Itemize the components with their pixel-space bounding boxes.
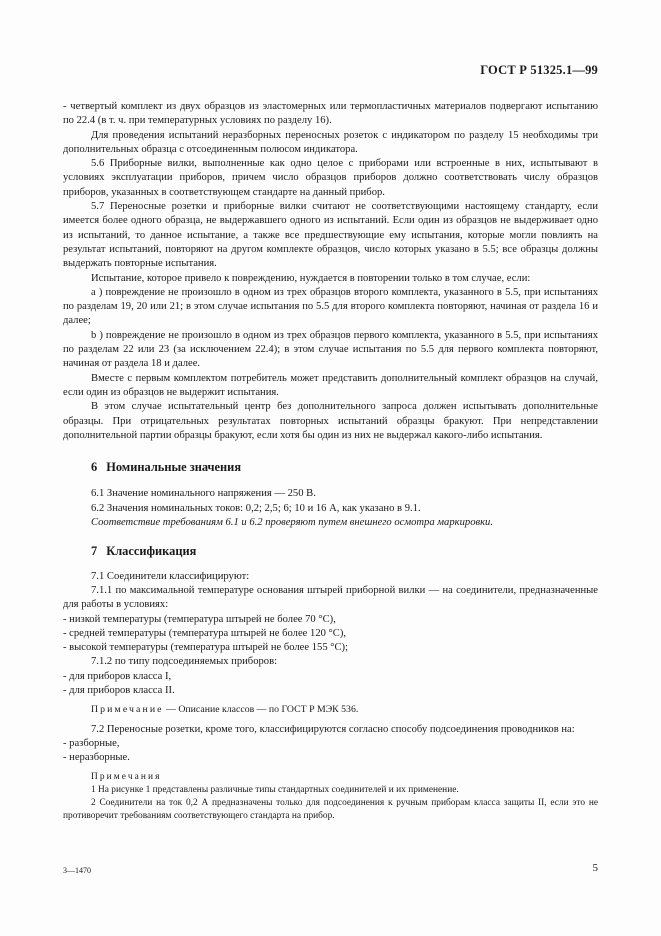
paragraph: 7.2 Переносные розетки, кроме того, классифицируются согласно способу подсоединения проводников на: <box>91 723 575 735</box>
note-item: 1 На рисунке 1 представлены различные типы стандартных соединителей и их применение. <box>91 785 459 796</box>
notes-label: Примечания <box>91 772 162 783</box>
paragraph: 7.1.1 по максимальной температуре основания штырей приборной вилки — на соединители, предназначенные для работы в условиях: <box>63 584 598 611</box>
footer-code: 3—1470 <box>63 866 91 875</box>
paragraph: В этом случае испытательный центр без дополнительного запроса должен испытывать дополнительные образцы. При отрицательных результатах повторных испытаний образцы бракуют. При непредставлении дополнительной партии образцы бракуют, если хотя бы один из них не выдержал какого-либо испытания. <box>63 401 598 441</box>
notes-block <box>63 771 598 822</box>
paragraph: Вместе с первым комплектом потребитель может представить дополнительный комплект образцов на случай, если один из образцов не выдержит испытания. <box>63 372 598 398</box>
document-header: ГОСТ Р 51325.1—99 <box>480 63 598 77</box>
section-heading-6 <box>63 460 598 474</box>
section-heading-7 <box>63 544 598 558</box>
paragraph-italic: Соответствие требованиям 6.1 и 6.2 проверяют путем внешнего осмотра маркировки. <box>91 517 493 529</box>
paragraph: Испытание, которое привело к повреждению, нуждается в повторении только в том случае, если: <box>91 272 531 284</box>
note <box>63 703 598 717</box>
note-text: — Описание классов — по ГОСТ Р МЭК 536. <box>163 704 359 716</box>
section-number: 7 <box>91 544 98 559</box>
page-number: 5 <box>592 862 598 874</box>
paragraph: 7.1 Соединители классифицируют: <box>91 570 250 582</box>
document-body <box>63 100 598 823</box>
paragraph: 6.2 Значения номинальных токов: 0,2; 2,5; 6; 10 и 16 А, как указано в 9.1. <box>91 502 421 514</box>
list-item: - низкой температуры (температура штырей не более 70 °С), <box>63 613 336 625</box>
note-label: Примечание <box>91 704 164 716</box>
list-item: - высокой температуры (температура штырей не более 155 °С); <box>63 642 349 654</box>
paragraph: a ) повреждение не произошло в одном из трех образцов второго комплекта, указанного в 5.5, при испытаниях по разделам 19, 20 или 21; в этом случае испытания по 5.5 для второго комплекта повторяют, начиная от раздела 16 и далее; <box>63 286 598 327</box>
list-item: - для приборов класса II. <box>63 684 175 696</box>
paragraph: - четвертый комплект из двух образцов из эластомерных или термопластичных материалов подвергают испытанию по 22.4 (в т. ч. при температурных условиях по разделу 16). <box>63 101 598 127</box>
paragraph: b ) повреждение не произошло в одном из трех образцов первого комплекта, указанного в 5.5, при испытаниях по разделам 22 или 23 (за исключением 22.4); в этом случае испытания по 5.5 для первого комплекта повторяют, начиная от раздела 18 и далее. <box>63 329 598 370</box>
section-number: 6 <box>91 460 98 475</box>
note-item: 2 Соединители на ток 0,2 А предназначены только для подсоединения к ручным приборам класса защиты II, если это не противоречит требованиям соответствующего стандарта на прибор. <box>63 798 598 821</box>
list-item: - разборные, <box>63 737 120 749</box>
section-title: Классификация <box>106 544 197 559</box>
list-item: - для приборов класса I, <box>63 670 172 682</box>
paragraph: Для проведения испытаний неразборных переносных розеток с индикатором по разделу 15 необходимы три дополнительных образца с отсоединенным полюсом индикатора. <box>63 129 598 155</box>
paragraph: 6.1 Значение номинального напряжения — 250 В. <box>91 488 316 500</box>
paragraph: 5.6 Приборные вилки, выполненные как одно целое с приборами или встроенные в них, испытывают в условиях эксплуатации приборов, причем число образцов приборов должно соответствовать числу образцов приборов, указанных в соответствующем стандарте на данный прибор. <box>63 158 598 198</box>
section-title: Номинальные значения <box>106 460 242 475</box>
list-item: - неразборные. <box>63 752 130 764</box>
paragraph: 7.1.2 по типу подсоединяемых приборов: <box>91 656 278 668</box>
paragraph: 5.7 Переносные розетки и приборные вилки считают не соответствующими настоящему стандарту, если имеется более одного образца, не выдержавшего одного из испытаний. Если один из образцов не выдерживает одно из испытаний, то данное испытание, а также все предшествующие ему испытания, которые могли повлиять на результат испытаний, повторяют на другом комплекте образцов, число которых указано в 5.5; все образцы должны выдержать повторные испытания. <box>63 201 598 270</box>
list-item: - средней температуры (температура штырей не более 120 °С), <box>63 627 347 639</box>
